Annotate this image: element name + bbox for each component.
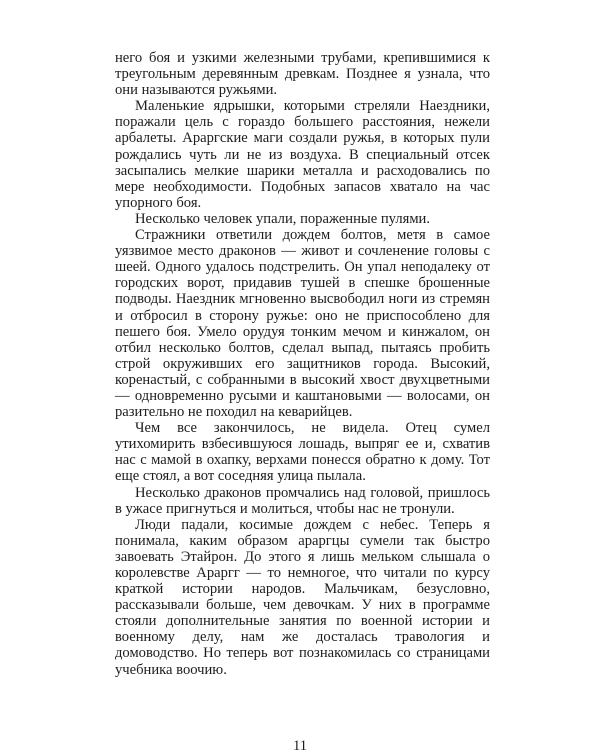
paragraph: Несколько драконов промчались над головой, пришлось в ужасе пригнуться и молиться, чтобы нас не тронули. <box>115 484 490 517</box>
page-number: 11 <box>292 738 308 754</box>
paragraph: Маленькие ядрышки, которыми стреляли Наездники, поражали цель с гораздо большего расстояния, нежели арбалеты. Араргские маги создали ружья, в которых пули рождались чуть ли не из воздуха. В специальный отсек засыпались мелкие шарики металла и расходовались по мере необходимости. Подобных запасов хватало на час упорного боя. <box>115 98 490 211</box>
paragraph: Чем все закончилось, не видела. Отец сумел утихомирить взбесившуюся лошадь, выпряг ее и, схватив нас с мамой в охапку, верхами понесся обратно к дому. Тот еще стоял, а вот соседняя улица пылала. <box>115 420 490 485</box>
paragraph: Несколько человек упали, пораженные пулями. <box>135 210 431 227</box>
paragraph: Стражники ответили дождем болтов, метя в самое уязвимое место драконов — живот и сочленение головы с шеей. Одного удалось подстрелить. Он упал неподалеку от городских ворот, придавив тушей в спешке брошенные подводы. Наездник мгновенно высвободил ноги из стремян и отбросил в сторону ружье: оно не приспособлено для пешего боя. Умело орудуя тонким мечом и кинжалом, он отбил несколько болтов, сделал выпад, пытаясь пробить строй окруживших его защитников города. Высокий, коренастый, с собранными в высокий хвост двухцветными — одновременно русыми и каштановыми — волосами, он разительно не походил на кеварийцев. <box>115 227 490 421</box>
body-text <box>115 50 490 678</box>
paragraph: него боя и узкими железными трубами, крепившимися к треугольным деревянным древкам. Позднее я узнала, что они называются ружьями. <box>115 50 490 99</box>
paragraph: Люди падали, косимые дождем с небес. Теперь я понимала, каким образом араргцы сумели так быстро завоевать Этайрон. До этого я лишь мельком слышала о королевстве Араргг — то немногое, что читали по курсу краткой истории народов. Мальчикам, безусловно, рассказывали больше, чем девочкам. У них в программе стояли дополнительные занятия по военной истории и военному делу, нам же досталась травология и домоводство. Но теперь вот познакомилась со страницами учебника воочию. <box>115 516 490 678</box>
